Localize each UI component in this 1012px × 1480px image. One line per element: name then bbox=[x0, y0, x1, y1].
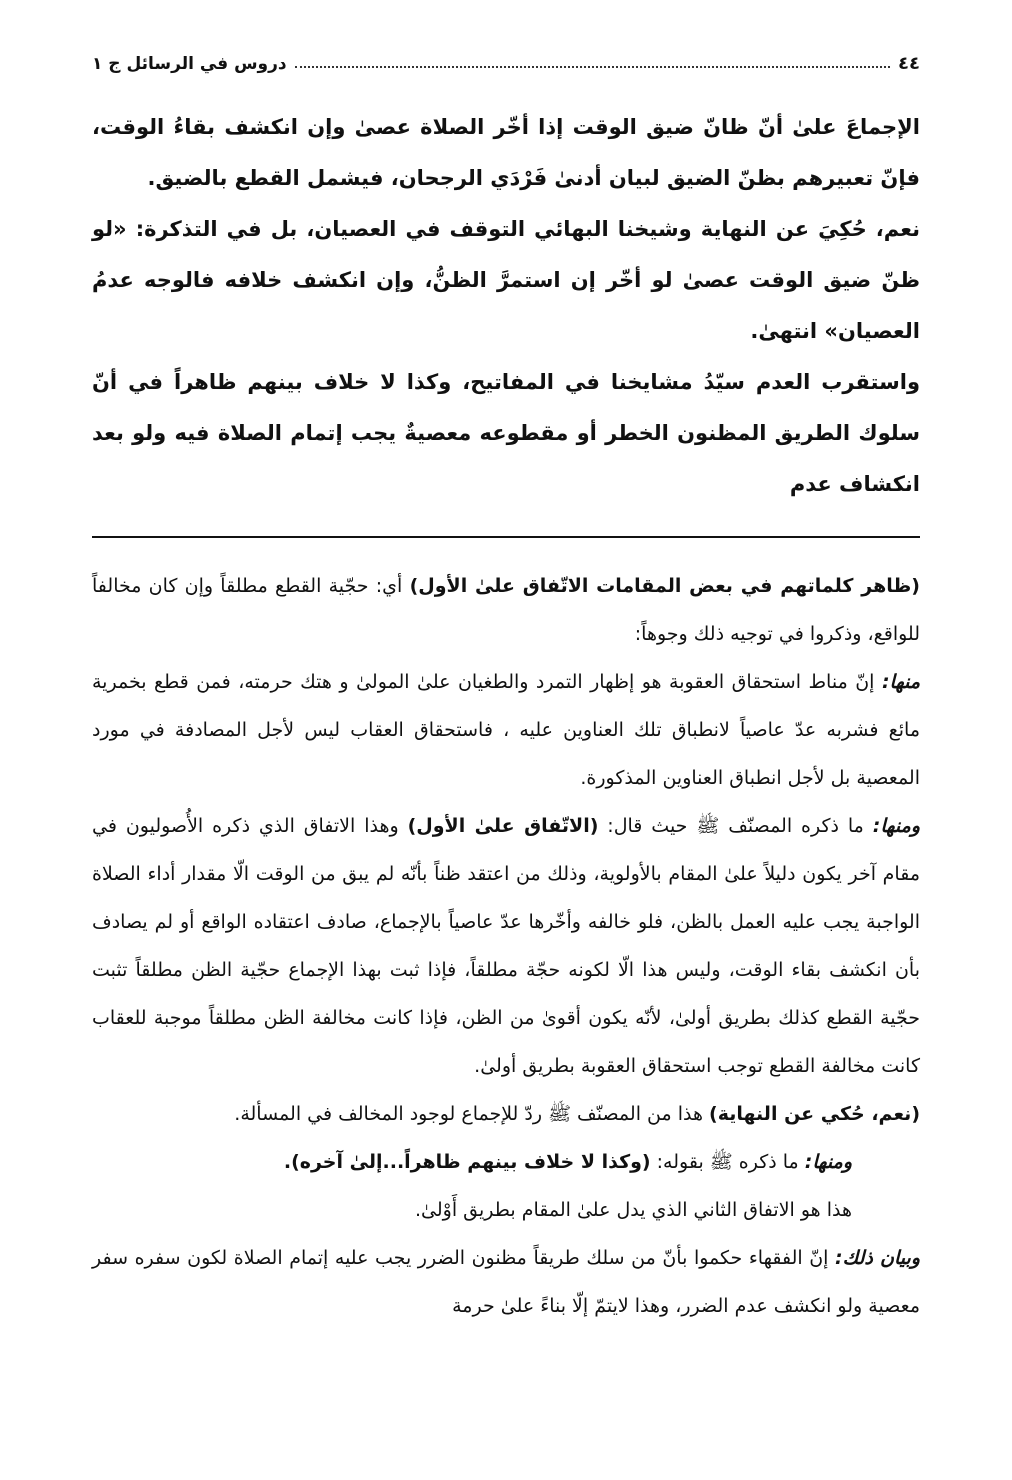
commentary-paragraph bbox=[92, 1186, 920, 1234]
book-page bbox=[92, 40, 920, 1330]
commentary-paragraph bbox=[92, 562, 920, 658]
commentary-paragraph bbox=[92, 1138, 920, 1186]
page-number: ٤٤ bbox=[898, 53, 920, 74]
quoted-phrase: (الاتّفاق علىٰ الأول) bbox=[407, 815, 599, 837]
header-leader-dots bbox=[295, 66, 890, 68]
main-text bbox=[92, 102, 920, 510]
commentary-paragraph bbox=[92, 1090, 920, 1138]
quoted-phrase: (وكذا لا خلاف بينهم ظاهراً...إلىٰ آخره). bbox=[283, 1151, 651, 1173]
main-paragraph: واستقرب العدم سيّدُ مشايخنا في المفاتيح، وكذا لا خلاف بينهم ظاهراً في أنّ سلوك الطريق المظنون الخطر أو مقطوعه معصيةٌ يجب إتمام الصلاة فيه ولو بعد انكشاف عدم bbox=[92, 370, 920, 496]
keyword: ومنها: bbox=[872, 815, 920, 837]
quoted-phrase: (ظاهر كلماتهم في بعض المقامات الاتّفاق علىٰ الأول) bbox=[409, 575, 920, 597]
paragraph-text: هذا هو الاتفاق الثاني الذي يدل علىٰ المقام بطريق أَوْلىٰ. bbox=[415, 1199, 852, 1221]
commentary bbox=[92, 562, 920, 1330]
keyword: وبيان ذلك: bbox=[835, 1247, 920, 1269]
commentary-paragraph bbox=[92, 658, 920, 802]
main-paragraph: نعم، حُكِيَ عن النهاية وشيخنا البهائي التوقف في العصيان، بل في التذكرة: «لو ظنّ ضيق الوقت عصىٰ لو أخّر إن استمرَّ الظنُّ، وإن انكشف خلافه فالوجه عدمُ العصيان» انتهىٰ. bbox=[92, 217, 920, 343]
commentary-paragraph bbox=[92, 802, 920, 1090]
section-divider bbox=[92, 536, 920, 538]
page-header bbox=[92, 40, 920, 74]
paragraph-text: إنّ مناط استحقاق العقوبة هو إظهار التمرد والطغيان علىٰ المولىٰ و هتك حرمته، فمن قطع بخمرية مائع فشربه عدّ عاصياً لانطباق تلك العناوين عليه ، فاستحقاق العقاب ليس لأجل المصادفة في مورد المعصية بل لأجل انطباق العناوين المذكورة. bbox=[92, 671, 920, 789]
paragraph-text: ما ذكره ﷺ بقوله: bbox=[650, 1151, 805, 1173]
paragraph-text: ما ذكره المصنّف ﷺ حيث قال: bbox=[598, 815, 873, 837]
quoted-phrase: (نعم، حُكي عن النهاية) bbox=[709, 1103, 920, 1125]
keyword: ومنها: bbox=[804, 1151, 852, 1173]
running-title: دروس في الرسائل ج ١ bbox=[92, 54, 287, 74]
paragraph-text: إنّ الفقهاء حكموا بأنّ من سلك طريقاً مظنون الضرر يجب عليه إتمام الصلاة لكون سفره سفر معصية ولو انكشف عدم الضرر، وهذا لايتمّ إلّا بناءً علىٰ حرمة bbox=[92, 1247, 920, 1317]
keyword: منها: bbox=[881, 671, 920, 693]
paragraph-text: هذا من المصنّف ﷺ ردّ للإجماع لوجود المخالف في المسألة. bbox=[234, 1103, 710, 1125]
paragraph-text: أي: حجّية القطع مطلقاً وإن كان مخالفاً للواقع، وذكروا في توجيه ذلك وجوهاً: bbox=[92, 575, 920, 645]
commentary-paragraph bbox=[92, 1234, 920, 1330]
paragraph-text: وهذا الاتفاق الذي ذكره الأُصوليون في مقام آخر يكون دليلاً علىٰ المقام بالأولوية، وذلك من اعتقد ظناً بأنّه لم يبق من الوقت الّا مقدار أداء الصلاة الواجبة يجب عليه العمل بالظن، فلو خالفه وأخّرها عدّ عاصياً بالإجماع، صادف اعتقاده الواقع أو لم يصادف بأن انكشف بقاء الوقت، وليس هذا الّا لكونه حجّة مطلقاً، فإذا ثبت بهذا الإجماع حجّية الظن مطلقاً تثبت حجّية القطع كذلك بطريق أولىٰ، لأنّه يكون أقوىٰ من الظن، فإذا كانت مخالفة الظن مطلقاً موجبة للعقاب كانت مخالفة القطع توجب استحقاق العقوبة بطريق أولىٰ. bbox=[92, 815, 920, 1077]
main-paragraph: الإجماعَ علىٰ أنّ ظانّ ضيق الوقت إذا أخّر الصلاة عصىٰ وإن انكشف بقاءُ الوقت، فإنّ تعبيرهم بظنّ الضيق لبيان أدنىٰ فَرْدَي الرجحان، فيشمل القطع بالضيق. bbox=[92, 115, 920, 190]
